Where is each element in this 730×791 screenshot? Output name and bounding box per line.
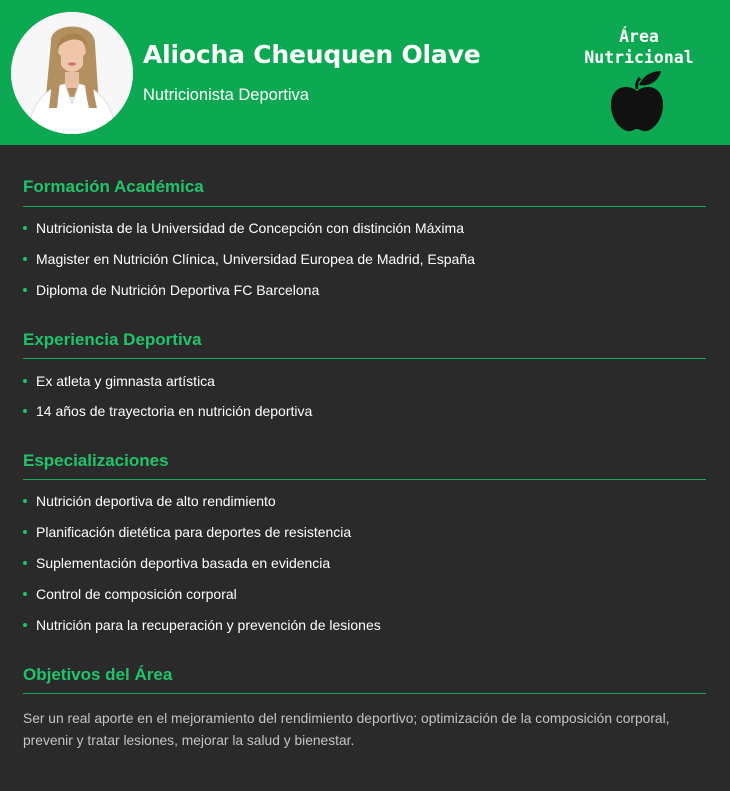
bullet-icon xyxy=(23,379,27,383)
section-divider xyxy=(23,206,706,207)
list-item-text: Nutricionista de la Universidad de Concepción con distinción Máxima xyxy=(36,220,464,236)
list-item xyxy=(23,617,381,633)
list-item-text: Planificación dietética para deportes de resistencia xyxy=(36,524,352,540)
list-item-text: Diploma de Nutrición Deportiva FC Barcelona xyxy=(36,282,320,298)
area-label-line1: Área xyxy=(619,27,659,46)
list-item-text: Nutrición deportiva de alto rendimiento xyxy=(36,493,276,509)
list-item-text: 14 años de trayectoria en nutrición deportiva xyxy=(36,403,313,419)
portrait-photo xyxy=(11,12,133,134)
bullet-icon xyxy=(23,226,27,230)
list-item xyxy=(23,251,475,267)
list-item xyxy=(23,555,330,571)
list-item-text: Suplementación deportiva basada en evidencia xyxy=(36,555,331,571)
list-item-text: Control de composición corporal xyxy=(36,586,237,602)
list-item-text: Magister en Nutrición Clínica, Universidad Europea de Madrid, España xyxy=(36,251,475,267)
list-item-text: Nutrición para la recuperación y prevención de lesiones xyxy=(36,617,381,633)
profile-content xyxy=(0,145,730,791)
bullet-icon xyxy=(23,288,27,292)
section-divider xyxy=(23,479,706,480)
section-divider xyxy=(23,358,706,359)
bullet-icon xyxy=(23,257,27,261)
list-item xyxy=(23,373,215,389)
area-label-line2: Nutricional xyxy=(584,48,694,67)
apple-icon xyxy=(609,69,665,133)
list-item xyxy=(23,493,276,509)
area-label xyxy=(580,26,698,68)
bullet-icon xyxy=(23,592,27,596)
objetivos-text: Ser un real aporte en el mejoramiento del rendimiento deportivo; optimización de la composición corporal, prevenir y tratar lesiones, mejorar la salud y bienestar. xyxy=(23,711,670,748)
section-title-objetivos: Objetivos del Área xyxy=(23,665,173,684)
bullet-icon xyxy=(23,561,27,565)
bullet-icon xyxy=(23,409,27,413)
list-item xyxy=(23,220,464,236)
person-name: Aliocha Cheuquen Olave xyxy=(143,40,481,69)
bullet-icon xyxy=(23,623,27,627)
list-item xyxy=(23,586,237,602)
section-title-experiencia: Experiencia Deportiva xyxy=(23,330,202,349)
list-item xyxy=(23,524,351,540)
section-title-formacion: Formación Académica xyxy=(23,177,204,196)
list-item-text: Ex atleta y gimnasta artística xyxy=(36,373,215,389)
person-role: Nutricionista Deportiva xyxy=(143,86,309,104)
list-item xyxy=(23,403,312,419)
profile-header xyxy=(0,0,730,145)
section-divider xyxy=(23,693,706,694)
section-title-especializaciones: Especializaciones xyxy=(23,451,169,470)
list-item xyxy=(23,282,319,298)
bullet-icon xyxy=(23,530,27,534)
avatar xyxy=(11,12,133,134)
bullet-icon xyxy=(23,499,27,503)
